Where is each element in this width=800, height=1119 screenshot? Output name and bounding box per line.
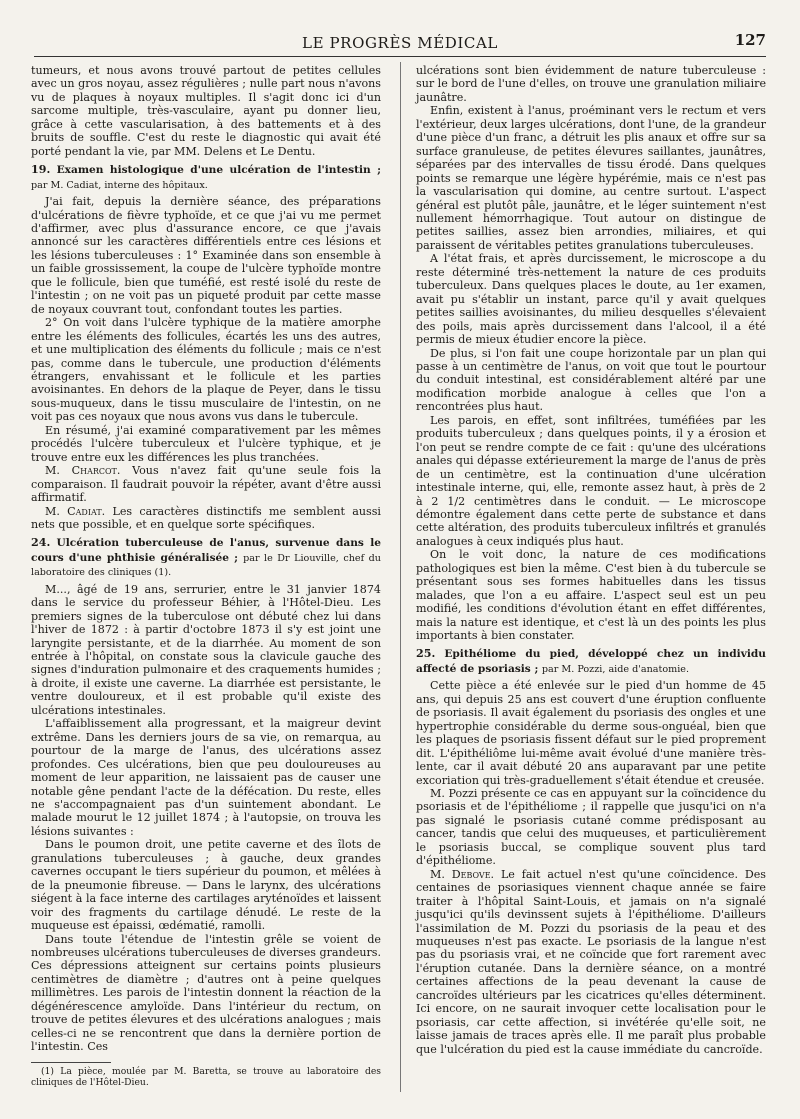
- paragraph: J'ai fait, depuis la dernière séance, des préparations d'ulcérations de fièvre typhoïde, et ce que j'ai vu me permet d'affirmer, avec plus d'assurance encore, ce que j'avais annoncé sur les caractères différentiels entre ces lésions et les lésions tuberculeuses : 1° Examinée dans son ensemble à un faible grossissement, la coupe de l'ulcère typhoïde montre que le follicule, bien que tuméfié, est resté isolé du reste de l'intestin ; on ne voit pas un piqueté produit par cette masse de noyaux couvrant tout, confondant toutes les parties.: [31, 195, 381, 316]
- section-number: 19.: [31, 163, 51, 177]
- section-25-heading: [416, 647, 766, 676]
- section-number: 24.: [31, 536, 51, 550]
- paragraph: M. Pozzi présente ce cas en appuyant sur la coïncidence du psoriasis et de l'épithéliome ; il rappelle que jusqu'ici on n'a pas signalé le psoriasis cutané comme prédisposant au cancer, tandis que celui des muqueuses, et particulièrement le psoriasis buccal, se complique souvent plus tard d'épithéliome.: [416, 787, 766, 868]
- speaker-text: Le fait actuel n'est qu'une coïncidence. Des centaines de psoriasiques viennent chaque année se faire traiter à l'hôpital Saint-Louis, et jamais on n'a signalé jusqu'ici qu'ils devinssent sujets à l'épithéliome. D'ailleurs l'assimilation de M. Pozzi du psoriasis de la peau et des muqueuses n'est pas exacte. Le psoriasis de la langue n'est pas du psoriasis vrai, et ne coïncide que fort rarement avec l'éruption cutanée. Dans la dernière séance, on a montré certaines affections de la peau devenant la cause de cancroïdes ultérieurs par les cicatrices qu'elles déterminent. Ici encore, on ne saurait invoquer cette localisation pour le psoriasis, car cette affection, si invétérée qu'elle soit, ne laisse jamais de traces après elle. Il me paraît plus probable que l'ulcération du pied est la cause immédiate du cancroïde.: [416, 867, 766, 1056]
- paragraph: [31, 505, 381, 532]
- paragraph: [31, 464, 381, 504]
- right-column: [416, 64, 766, 1056]
- section-author: par M. Cadiat, interne des hôpitaux.: [31, 179, 208, 191]
- section-19-heading: [31, 163, 381, 192]
- section-title: Ulcération tuberculeuse de l'anus, survenue dans le cours d'une phthisie généralisée ;: [31, 537, 381, 564]
- page-header: [34, 30, 766, 57]
- page-number: 127: [734, 31, 766, 49]
- paragraph: L'affaiblissement alla progressant, et la maigreur devint extrême. Dans les derniers jours de sa vie, on remarqua, au pourtour de la marge de l'anus, des ulcérations assez profondes. Ces ulcérations, bien que peu douloureuses au moment de leur apparition, ne laissaient pas de causer une notable gêne pendant l'acte de la défécation. Du reste, elles ne s'accompagnaient pas d'un suintement abondant. Le malade mourut le 12 juillet 1874 ; à l'autopsie, on trouva les lésions suivantes :: [31, 717, 381, 838]
- paragraph: A l'état frais, et après durcissement, le microscope a du reste déterminé très-nettement la nature de ces produits tuberculeux. Dans quelques places le doute, au 1er examen, avait pu s'établir un instant, parce qu'il y avait quelques petites saillies avoisinantes, du milieu desquelles s'élevaient des poils, mais après durcissement dans l'alcool, il a été permis de mieux étudier encore la pièce.: [416, 252, 766, 347]
- section-author: par M. Pozzi, aide d'anatomie.: [541, 663, 690, 675]
- paragraph: M..., âgé de 19 ans, serrurier, entre le 31 janvier 1874 dans le service du professeur Béhier, à l'Hôtel-Dieu. Les premiers signes de la tuberculose ont débuté chez lui dans l'hiver de 1872 : à partir d'octobre 1873 il s'y est joint une laryngite persistante, et de la diarrhée. Au moment de son entrée à l'hôpital, on constate sous la clavicule gauche des signes d'induration pulmonaire et des craquements humides ; à droite, il existe une caverne. La diarrhée est persistante, le ventre douloureux, et il est probable qu'il existe des ulcérations intestinales.: [31, 582, 381, 717]
- paragraph: Enfin, existent à l'anus, proéminant vers le rectum et vers l'extérieur, deux larges ulcérations, dont l'une, de la grandeur d'une pièce d'un franc, a détruit les plis anaux et offre sur sa surface granuleuse, de petites élevures saillantes, jaunâtres, séparées par des intervalles de tissu érodé. Dans quelques points se remarque une légère hypérémie, mais ce n'est pas la vascularisation qui domine, au centre surtout. L'aspect général est plutôt pâle, jaunâtre, et le léger suintement n'est nullement hémorrhagique. Tout autour on distingue de petites saillies, assez bien arrondies, miliaires, et qui paraissent de véritables petites granulations tuberculeuses.: [416, 104, 766, 252]
- speaker-name: M. Debove.: [430, 867, 495, 881]
- paragraph: Dans le poumon droit, une petite caverne et des îlots de granulations tuberculeuses ; à gauche, deux grandes cavernes occupant le tiers supérieur du poumon, et mêlées à de la pneumonie fibreuse. — Dans le larynx, des ulcérations siégent à la face interne des cartilages aryténoïdes et laissent voir des fragments du cartilage dénudé. Le reste de la muqueuse est épaissi, œdématié, ramolli.: [31, 838, 381, 933]
- paragraph: [416, 868, 766, 1056]
- speaker-text: Les caractères distinctifs me semblent aussi nets que possible, et en quelque sorte spécifiques.: [31, 504, 381, 531]
- speaker-name: M. Cadiat.: [45, 504, 106, 518]
- paragraph: Cette pièce a été enlevée sur le pied d'un homme de 45 ans, qui depuis 25 ans est couvert d'une éruption confluente de psoriasis. Il avait également du psoriasis des ongles et une hypertrophie considérable du derme sous-onguéal, bien que les plaques de psoriasis fissent défaut sur le pied proprement dit. L'épithéliôme lui-même avait évolué d'une manière très-lente, car il avait débuté 20 ans auparavant par une petite excoriation qui très-graduellement s'était étendue et creusée.: [416, 679, 766, 787]
- intro-paragraph: tumeurs, et nous avons trouvé partout de petites cellules avec un gros noyau, assez régulières ; nulle part nous n'avons vu de plaques à noyaux multiples. Il s'agit donc ici d'un sarcome multiple, très-vasculaire, ayant pu donner lieu, grâce à cette vascularisation, à des battements et à des bruits de souffle. C'est du reste le diagnostic qui avait été porté pendant la vie, par MM. Delens et Le Dentu.: [31, 64, 381, 158]
- paragraph: En résumé, j'ai examiné comparativement par les mêmes procédés l'ulcère tuberculeux et l'ulcère typhique, et je trouve entre eux les différences les plus tranchées.: [31, 423, 381, 464]
- speaker-name: M. Charcot.: [45, 464, 121, 478]
- journal-title: LE PROGRÈS MÉDICAL: [302, 34, 498, 52]
- continued-paragraph: ulcérations sont bien évidemment de nature tuberculeuse : sur le bord de l'une d'elles, on trouve une granulation miliaire jaunâtre.: [416, 64, 767, 104]
- column-divider: [400, 62, 401, 1092]
- section-24-heading: [31, 536, 381, 579]
- footnote: (1) La pièce, moulée par M. Baretta, se trouve au laboratoire des cliniques de l'Hôtel-Dieu.: [31, 1065, 381, 1088]
- paragraph: Les parois, en effet, sont infiltrées, tuméfiées par les produits tuberculeux ; dans quelques points, il y a érosion et l'on peut se rendre compte de ce fait : qu'une des ulcérations anales qui dépasse extérieurement la marge de l'anus de près de un centimètre, est la continuation d'une ulcération intestinale interne, qui, elle, remonte assez haut, à près de 2 à 2 1/2 centimètres dans le conduit. — Le microscope démontre également dans cette perte de substance et dans cette altération, des produits tuberculeux infiltrés et granulés analogues à ceux indiqués plus haut.: [416, 413, 766, 548]
- paragraph: 2° On voit dans l'ulcère typhique de la matière amorphe entre les éléments des follicules, écartés les uns des autres, et une multiplication des éléments du follicule ; mais ce n'est pas, comme dans le tubercule, une production d'éléments étrangers, envahissant et le follicule et les parties avoisinantes. En dehors de la plaque de Peyer, dans le tissu sous-muqueux, dans le tissu musculaire de l'intestin, on ne voit pas ces noyaux que nous avons vus dans le tubercule.: [31, 316, 381, 424]
- paragraph: Dans toute l'étendue de l'intestin grêle se voient de nombreuses ulcérations tuberculeuses de diverses grandeurs. Ces dépressions atteignent sur certains points plusieurs centimètres de diamètre ; d'autres ont à peine quelques millimètres. Les parois de l'intestin donnent la réaction de la dégénérescence amyloïde. Dans l'intérieur du rectum, on trouve de petites élevures et des ulcérations analogues ; mais celles-ci ne se rencontrent que dans la dernière portion de l'intestin. Ces: [31, 932, 381, 1054]
- paragraph: De plus, si l'on fait une coupe horizontale par un plan qui passe à un centimètre de l'anus, on voit que tout le pourtour du conduit intestinal, est considérablement altéré par une modification morbide analogue à celles que l'on a rencontrées plus haut.: [416, 346, 766, 414]
- left-column: [31, 64, 381, 1088]
- footnote-rule: [31, 1062, 111, 1063]
- section-title: Examen histologique d'une ulcération de l'intestin ;: [56, 164, 382, 177]
- section-number: 25.: [416, 647, 436, 661]
- paragraph: On le voit donc, la nature de ces modifications pathologiques est bien la même. C'est bien à du tubercule se présentant sous ses formes habituelles dans les tissus malades, que l'on a eu affaire. L'aspect seul est un peu modifié, les conditions d'évolution étant en effet différentes, mais la nature est identique, et c'est là un des points les plus importants à bien constater.: [416, 548, 766, 643]
- section-title: Epithéliome du pied, développé chez un individu affecté de psoriasis ;: [416, 648, 766, 675]
- speaker-text: Vous n'avez fait qu'une seule fois la comparaison. Il faudrait pouvoir la répéter, avant d'être aussi affirmatif.: [31, 464, 381, 505]
- section-author: par le Dr Liouville, chef du laboratoire des cliniques (1).: [31, 552, 381, 579]
